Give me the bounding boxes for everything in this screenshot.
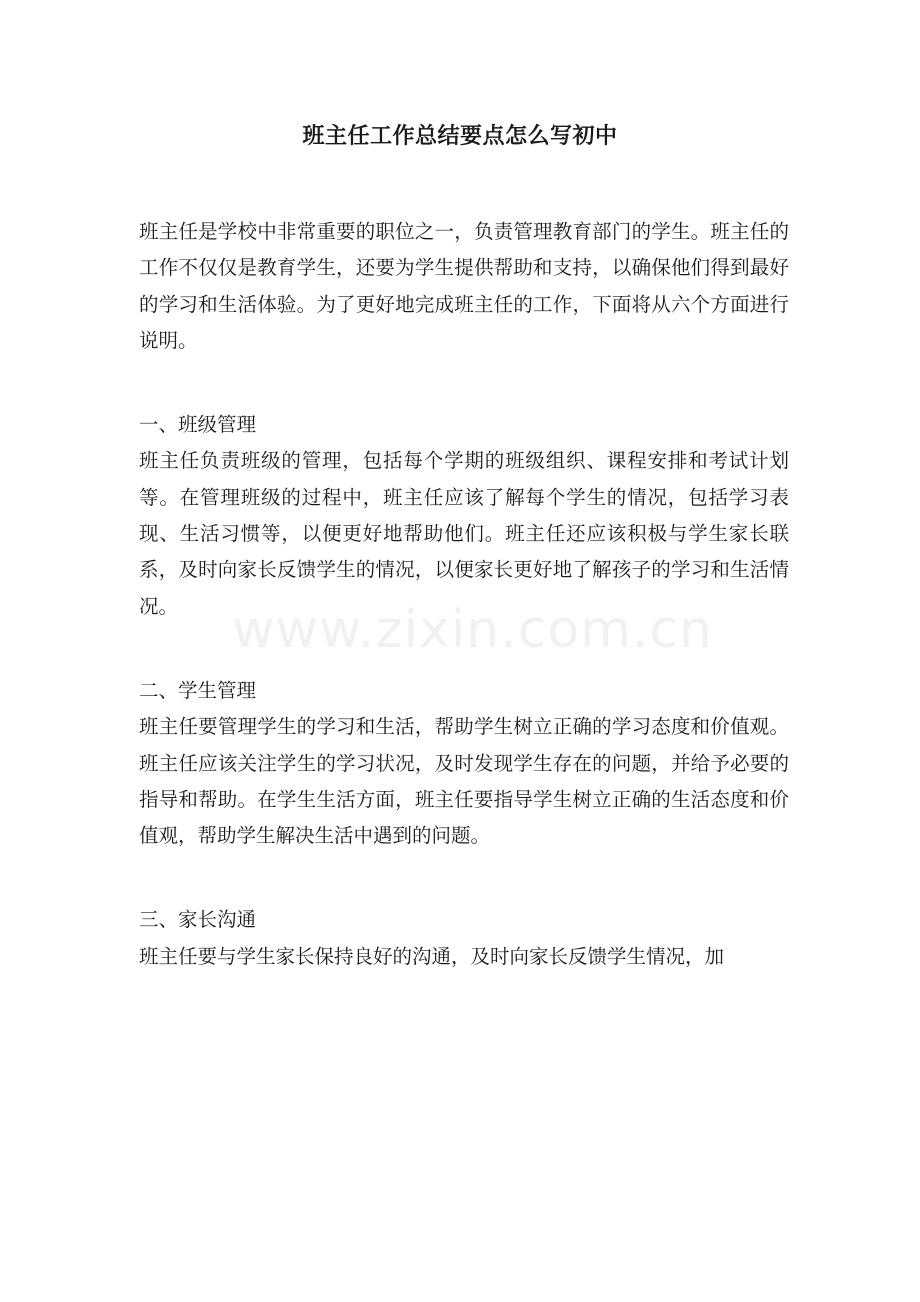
section-body-parent-communication: 班主任要与学生家长保持良好的沟通，及时向家长反馈学生情况，加 (139, 944, 725, 968)
watermark: www.zixin.com.cn (232, 600, 713, 660)
section-body-class-management: 班主任负责班级的管理，包括每个学期的班级组织、课程安排和考试计划等。在管理班级的过程中，班主任应该了解每个学生的情况，包括学习表现、生活习惯等，以便更好地帮助他们。班主任还应该积极与学生家长联系，及时向家长反馈学生的情况，以便家长更好地了解孩子的学习和生活情况。 (139, 449, 789, 618)
section-body-student-management: 班主任要管理学生的学习和生活，帮助学生树立正确的学习态度和价值观。班主任应该关注学生的学习状况，及时发现学生存在的问题，并给予必要的指导和帮助。在学生生活方面，班主任要指导学生树立正确的生活态度和价值观，帮助学生解决生活中遇到的问题。 (139, 715, 789, 848)
section-heading-class-management: 一、班级管理 (139, 413, 257, 437)
section-heading-parent-communication: 三、家长沟通 (139, 908, 257, 932)
intro-paragraph: 班主任是学校中非常重要的职位之一，负责管理教育部门的学生。班主任的工作不仅仅是教育学生，还要为学生提供帮助和支持，以确保他们得到最好的学习和生活体验。为了更好地完成班主任的工作，下面将从六个方面进行说明。 (139, 220, 789, 352)
document-title: 班主任工作总结要点怎么写初中 (302, 123, 618, 149)
section-spacer (139, 625, 789, 673)
section-heading-student-management: 二、学生管理 (139, 678, 257, 702)
document-body (139, 214, 789, 975)
section-spacer (139, 359, 789, 407)
section-spacer (139, 854, 789, 902)
